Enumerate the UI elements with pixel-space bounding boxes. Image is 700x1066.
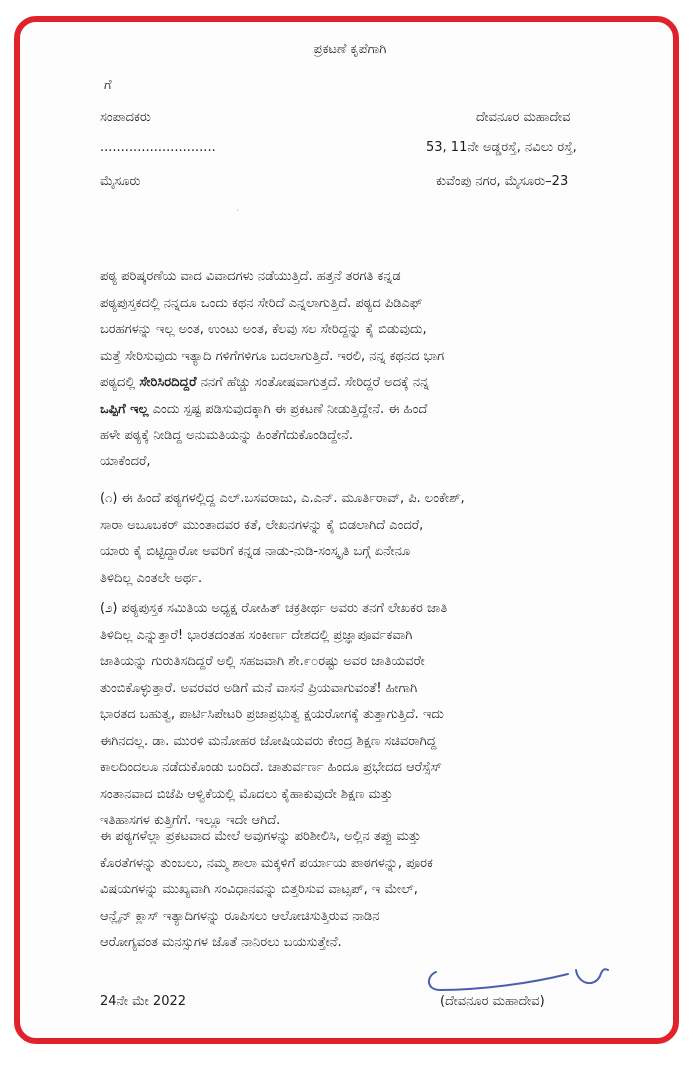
- paragraph-line: ಪಠ್ಯ ಪರಿಷ್ಕರಣೆಯ ವಾದ ವಿವಾದಗಳು ನಡೆಯುತ್ತಿದೆ. ಹತ್ತನೆ ತರಗತಿ ಕನ್ನಡ: [100, 269, 401, 284]
- paragraph-line: ಮತ್ತೆ ಸೇರಿಸುವುದು ಇತ್ಯಾದಿ ಗಳಿಗೆಗಳಿಗೂ ಬದಲಾಗುತ್ತಿದೆ. ಇರಲಿ, ನನ್ನ ಕಥನದ ಭಾಗ: [100, 348, 445, 364]
- letter-heading: ಪ್ರಕಟಣೆ ಕೃಪೆಗಾಗಿ: [313, 42, 387, 57]
- paragraph-line: ಈಗಿನದಲ್ಲ. ಡಾ. ಮುರಳಿ ಮನೋಹರ ಜೋಷಿಯವರು ಕೇಂದ್ರ ಶಿಕ್ಷಣ ಸಚಿವರಾಗಿದ್ದ: [100, 733, 437, 749]
- to-label: ಗೆ: [104, 78, 112, 93]
- paragraph-line: ಹಳೇ ಪಠ್ಯಕ್ಕೆ ನೀಡಿದ್ದ ಅನುಮತಿಯನ್ನು ಹಿಂತೆಗೆದುಕೊಂಡಿದ್ದೇನೆ.: [100, 428, 353, 443]
- paragraph-line: ಬರಹಗಳನ್ನು ಇಲ್ಲ ಅಂತ, ಉಂಟು ಅಂತ, ಕೆಲವು ಸಲ ಸೇರಿದ್ದನ್ನು ಕೈ ಬಿಡುವುದು,: [100, 322, 427, 337]
- sender-address-line-1: 53, 11ನೇ ಅಡ್ಡರಸ್ತೆ, ನವಿಲು ರಸ್ತೆ,: [426, 140, 577, 155]
- bold-phrase: ಸೇರಿಸಿರದಿದ್ದರೆ: [139, 375, 197, 390]
- paragraph-line: [100, 370, 630, 397]
- paragraph-line: ಕಾಲದಿಂದಲೂ ನಡೆದುಕೊಂಡು ಬಂದಿದೆ. ಚಾತುರ್ವರ್ಣ ಹಿಂದೂ ಪ್ರಭೇದದ ಆರೆಸ್ಸೆಸ್: [100, 760, 442, 775]
- paragraph-line: ಈ ಪಠ್ಯಗಳೆಲ್ಲಾ ಪ್ರಕಟವಾದ ಮೇಲೆ ಅವುಗಳನ್ನು ಪರಿಶೀಲಿಸಿ, ಅಲ್ಲಿನ ತಪ್ಪು ಮತ್ತು: [100, 829, 422, 844]
- paragraph-line: ಆನ್ಲೈನ್ ಕ್ಲಾಸ್ ಇತ್ಯಾದಿಗಳನ್ನು ರೂಪಿಸಲು ಆಲೋಚಿಸುತ್ತಿರುವ ನಾಡಿನ: [100, 908, 380, 924]
- paragraph-line: ಕೊರತೆಗಳನ್ನು ತುಂಬಲು, ನಮ್ಮ ಶಾಲಾ ಮಕ್ಕಳಿಗೆ ಪರ್ಯಾಯ ಪಾಠಗಳನ್ನು, ಪೂರಕ: [100, 855, 433, 871]
- center-dot: ·: [236, 206, 239, 216]
- paragraph-line: ಸಂತಾನವಾದ ಬಿಜೆಪಿ ಆಳ್ವಿಕೆಯಲ್ಲಿ ಮೊದಲು ಕೈಹಾಕುವುದೇ ಶಿಕ್ಷಣ ಮತ್ತು: [100, 786, 393, 802]
- paragraph-line: ಆರೋಗ್ಯವಂತ ಮನಸ್ಸುಗಳ ಜೊತೆ ನಾನಿರಲು ಬಯಸುತ್ತೇನೆ.: [100, 935, 342, 950]
- paragraph-line: (೧) ಈ ಹಿಂದೆ ಪಠ್ಯಗಳಲ್ಲಿದ್ದ ಎಲ್.ಬಸವರಾಜು, ಎ.ಎನ್. ಮೂರ್ತಿರಾವ್, ಪಿ. ಲಂಕೇಶ್,: [100, 491, 465, 506]
- sender-address-line-2: ಕುವೆಂಪು ನಗರ, ಮೈಸೂರು–23: [436, 174, 569, 189]
- paragraph-line: [100, 397, 630, 424]
- line-text: ಎಂದು ಸ್ಪಷ್ಟ ಪಡಿಸುವುದಕ್ಕಾಗಿ ಈ ಪ್ರಕಟಣೆ ನೀಡುತ್ತಿದ್ದೇನೆ. ಈ ಹಿಂದೆ: [148, 401, 428, 417]
- because-label: ಯಾಕೆಂದರೆ,: [100, 454, 151, 469]
- letter-date: 24ನೇ ಮೇ 2022: [100, 994, 187, 1009]
- bold-phrase: ಒಪ್ಪಿಗೆ ಇಲ್ಲ: [100, 401, 149, 417]
- paragraph-line: ಪಠ್ಯಪುಸ್ತಕದಲ್ಲಿ ನನ್ನದೂ ಒಂದು ಕಥನ ಸೇರಿದೆ ಎನ್ನಲಾಗುತ್ತಿದೆ. ಪಠ್ಯದ ಪಿಡಿಎಫ್: [100, 295, 423, 311]
- paragraph-line: (೨) ಪಠ್ಯಪುಸ್ತಕ ಸಮಿತಿಯ ಅಧ್ಯಕ್ಷ ರೋಹಿತ್ ಚಕ್ರತೀರ್ಥ ಅವರು ತನಗೆ ಲೇಖಕರ ಜಾತಿ: [100, 601, 448, 616]
- paragraph-line: ಭಾರತದ ಬಹುತ್ವ, ಪಾರ್ಟಿಸಿಪೇಟರಿ ಪ್ರಜಾಪ್ರಭುತ್ವ ಕ್ಷಯರೋಗಕ್ಕೆ ತುತ್ತಾಗುತ್ತಿದೆ. ಇದು: [100, 707, 444, 722]
- paragraph-line: ಸಾರಾ ಅಬೂಬಕರ್ ಮುಂತಾದವರ ಕತೆ, ಲೇಖನಗಳನ್ನು ಕೈ ಬಿಡಲಾಗಿದೆ ಎಂದರೆ,: [100, 517, 424, 533]
- paragraph-line: ಜಾತಿಯನ್ನು ಗುರುತಿಸದಿದ್ದರೆ ಅಲ್ಲಿ ಸಹಜವಾಗಿ ಶೇ.೯೦ರಷ್ಟು ಅವರ ಜಾತಿಯವರೇ: [100, 654, 425, 669]
- line-text: ಪಠ್ಯದಲ್ಲಿ: [100, 375, 140, 390]
- paragraph-3: [100, 596, 630, 835]
- paragraph-1: [100, 264, 630, 450]
- recipient-city: ಮೈಸೂರು: [100, 174, 141, 189]
- paragraph-line: ತುಂಬಿಕೊಳ್ಳುತ್ತಾರೆ. ಅವರವರ ಅಡಿಗೆ ಮನೆ ವಾಸನೆ ಪ್ರಿಯವಾಗುವಂತೆ! ಹೀಗಾಗಿ: [100, 680, 418, 696]
- line-text: ನನಗೆ ಹೆಚ್ಚು ಸಂತೋಷವಾಗುತ್ತದೆ. ಸೇರಿದ್ದರೆ ಅದಕ್ಕೆ ನನ್ನ: [196, 375, 430, 390]
- recipient-dots: ............................: [100, 140, 216, 155]
- paragraph-line: ಇತಿಹಾಸಗಳ ಕುತ್ತಿಗೆಗೆ. ಇಲ್ಲೂ ಇದೇ ಆಗಿದೆ.: [100, 813, 281, 828]
- sender-name: ದೇವನೂರ ಮಹಾದೇವ: [476, 110, 571, 125]
- paragraph-2: [100, 486, 630, 592]
- signature-name: (ದೇವನೂರ ಮಹಾದೇವ): [440, 994, 545, 1009]
- paragraph-line: ತಿಳಿದಿಲ್ಲ ಎಂತಲೇ ಅರ್ಥ.: [100, 570, 203, 586]
- paragraph-4: [100, 824, 630, 957]
- paragraph-line: ಯಾರು ಕೈ ಬಿಟ್ಟಿದ್ದಾರೋ ಅವರಿಗೆ ಕನ್ನಡ ನಾಡು-ನುಡಿ-ಸಂಸ್ಕೃತಿ ಬಗ್ಗೆ ಏನೇನೂ: [100, 544, 411, 559]
- recipient: ಸಂಪಾದಕರು: [100, 110, 151, 125]
- paragraph-line: ತಿಳಿದಿಲ್ಲ ಎನ್ನುತ್ತಾರೆ! ಭಾರತದಂತಹ ಸಂಕೀರ್ಣ ದೇಶದಲ್ಲಿ ಪ್ರಜ್ಞಾಪೂರ್ವಕವಾಗಿ: [100, 627, 413, 643]
- paragraph-line: ವಿಷಯಗಳನ್ನು ಮುಖ್ಯವಾಗಿ ಸಂವಿಧಾನವನ್ನು ಬಿತ್ತರಿಸುವ ವಾಟ್ಸಪ್‌, ಇ ಮೇಲ್,: [100, 882, 418, 897]
